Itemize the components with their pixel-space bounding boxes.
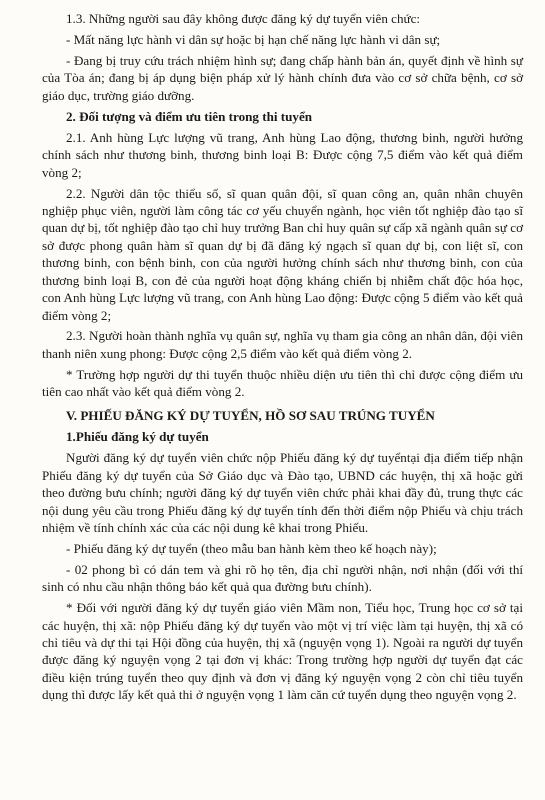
registration-item-form: - Phiếu đăng ký dự tuyển (theo mẫu ban hành kèm theo kế hoạch này); xyxy=(66,540,437,556)
clause-1-3-item-2: - Đang bị truy cứu trách nhiệm hình sự; đang chấp hành bản án, quyết định về hình sự của Tòa án; đang bị áp dụng biện pháp xử lý hành chính đưa vào cơ sở chữa bệnh, cơ sở giáo dục, trường giáo dưỡng. xyxy=(42,52,523,103)
clause-1-3: 1.3. Những người sau đây không được đăng ký dự tuyển viên chức: xyxy=(66,11,421,26)
registration-paragraph: Người đăng ký dự tuyển viên chức nộp Phiếu đăng ký dự tuyểntại địa điểm tiếp nhận Phiếu đăng ký dự tuyển của Sở Giáo dục và Đào tạo, UBND các huyện, thị xã hoặc gửi theo đường bưu chính; người đăng ký dự tuyển viên chức phải khai đầy đủ, trung thực các nội dung yêu cầu trong Phiếu đăng ký dự tuyển tính đến thời điểm nộp Phiếu và chịu trách nhiệm về tính chính xác của các nội dung kê khai trong Phiếu. xyxy=(42,450,523,535)
priority-note: * Trường hợp người dự thi tuyển thuộc nhiều diện ưu tiên thì chỉ được cộng điểm ưu tiên cao nhất vào kết quả điểm vòng 2. xyxy=(42,366,523,400)
section-v-title: V. PHIẾU ĐĂNG KÝ DỰ TUYỂN, HỒ SƠ SAU TRÚNG TUYỂN xyxy=(66,407,435,423)
clause-2-3: 2.3. Người hoàn thành nghĩa vụ quân sự, nghĩa vụ tham gia công an nhân dân, đội viên thanh niên xung phong: Được cộng 2,5 điểm vào kết quả điểm vòng 2. xyxy=(42,328,523,361)
section-v-1-title: 1.Phiếu đăng ký dự tuyển xyxy=(66,428,209,444)
clause-1-3-item-1: - Mất năng lực hành vi dân sự hoặc bị hạn chế năng lực hành vi dân sự; xyxy=(66,31,441,47)
clause-2-2: 2.2. Người dân tộc thiểu số, sĩ quan quân đội, sĩ quan công an, quân nhân chuyên nghiệp phục viên, người làm công tác cơ yếu chuyển ngành, học viên tốt nghiệp đào tạo sĩ quan dự bị, tốt nghiệp đào tạo chỉ huy trưởng Ban chỉ huy quân sự cấp xã ngành quân sự cơ sở được phong quân hàm sĩ quan dự bị đã đăng ký ngạch sĩ quan dự bị, con liệt sĩ, con thương binh, con bệnh binh, con của người hưởng chính sách như thương binh, con của thương binh loại B, con đẻ của người hoạt động kháng chiến bị nhiễm chất độc hóa học, con Anh hùng Lực lượng vũ trang, con Anh hùng Lao động: Được cộng 5 điểm vào kết quả điểm vòng 2; xyxy=(42,185,523,323)
teacher-registration-note: * Đối với người đăng ký dự tuyển giáo viên Mầm non, Tiểu học, Trung học cơ sở tại các huyện, thị xã: nộp Phiếu đăng ký dự tuyển vào một vị trí việc làm tại huyện, thị xã có chỉ tiêu và dự thi tại Hội đồng của huyện, thị xã (nguyện vọng 1). Ngoài ra người dự tuyển được đăng ký nguyện vọng 2 tại đơn vị khác: Trong trường hợp người dự tuyển đạt các điều kiện trúng tuyển theo quy định và đơn vị đăng ký nguyện vọng 2 còn chỉ tiêu tuyển dụng thì được lấy kết quả thi ở nguyện vọng 1 làm căn cứ tuyển dụng theo nguyện vọng 2. xyxy=(42,600,523,703)
registration-item-envelopes: - 02 phong bì có dán tem và ghi rõ họ tên, địa chỉ người nhận, nơi nhận (đối với thí sinh có nhu cầu nhận thông báo kết quả qua đường bưu chính). xyxy=(42,561,523,595)
section-2-title: 2. Đối tượng và điểm ưu tiên trong thi tuyển xyxy=(66,108,313,124)
clause-2-1: 2.1. Anh hùng Lực lượng vũ trang, Anh hùng Lao động, thương binh, người hưởng chính sách như thương binh, thương binh loại B: Được cộng 7,5 điểm vào kết quả điểm vòng 2; xyxy=(42,129,523,180)
